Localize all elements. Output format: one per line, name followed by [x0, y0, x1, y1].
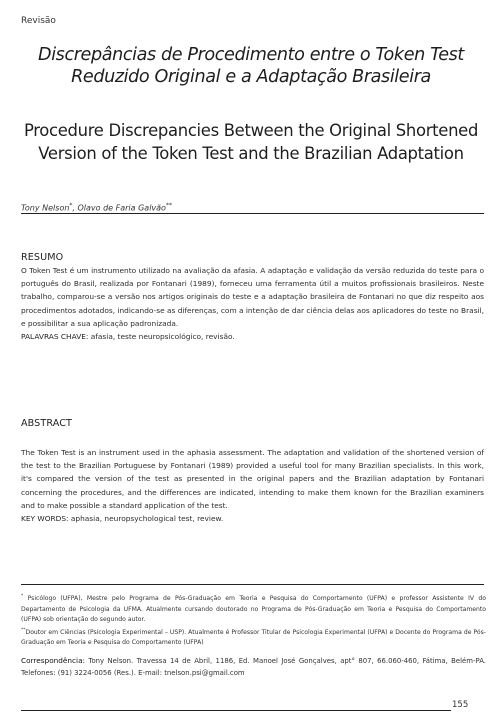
- author-2: , Olavo de Faria Galvão: [72, 203, 166, 213]
- key-words: [21, 512, 484, 525]
- footnote-2-text: Doutor em Ciências (Psicologia Experimental – USP). Atualmente é Professor Titular de Psicologia Experimental (UFPA) e Docente do Programa de Pós-Graduação em Teoria e Pesquisa do Comportamento (UFPA): [21, 628, 486, 647]
- resumo-heading: RESUMO: [21, 252, 64, 263]
- footnote-1: [21, 592, 486, 626]
- page-number: 155: [452, 700, 469, 710]
- footnote-divider: [21, 584, 484, 585]
- resumo-paragraph: O Token Test é um instrumento utilizado na avaliação da afasia. A adaptação e validação da versão reduzida do teste para o português do Brasil, realizada por Fontanari (1989), forneceu uma ferramenta útil a muitos profissionais brasileiros. Neste trabalho, comparou-se a versão nos artigos originais do teste e a adaptação brasileira de Fontanari no que diz respeito aos procedimentos adotados, indicando-se as diferenças, com a intenção de dar ciência delas aos aplicadores do teste no Brasil, e possibilitar a sua aplicação padronizada.: [21, 266, 484, 328]
- key-words-text: aphasia, neuropsychological test, review.: [68, 514, 224, 524]
- abstract-body: [21, 446, 484, 525]
- author-1: Tony Nelson: [21, 203, 70, 213]
- palavras-chave-label: PALAVRAS CHAVE:: [21, 332, 89, 342]
- abstract-paragraph: The Token Test is an instrument used in the aphasia assessment. The adaptation and validation of the shortened version of the test to the Brazilian Portuguese by Fontanari (1989) provided a useful tool for many Brazilian specialists. In this work, it's compared the version of the test as presented in the original papers and the Brazilian adaptation by Fontanari concerning the procedures, and the differences are indicated, intending to make them known for the Brazilian examiners and to make possible a standard application of the test.: [21, 448, 484, 510]
- author-2-mark: **: [165, 202, 172, 209]
- footnote-1-text: Psicólogo (UFPA), Mestre pelo Programa de Pós-Graduação em Teoria e Pesquisa do Comportamento (UFPA) e professor Assistente IV do Departamento de Psicologia da UFMA. Atualmente cursando doutorado no Programa de Pós-Graduação em Teoria e Pesquisa do Comportamento (UFPA) sob orientação do segundo autor.: [21, 595, 486, 624]
- resumo-body: [21, 264, 484, 343]
- footnotes: [21, 592, 486, 649]
- correspondence-label: Correspondência:: [21, 656, 85, 665]
- title-portuguese: [20, 44, 482, 88]
- page-bottom-rule: [21, 710, 451, 711]
- key-words-label: KEY WORDS:: [21, 514, 69, 524]
- footnote-2-mark: **: [21, 627, 26, 633]
- abstract-heading: ABSTRACT: [21, 418, 72, 429]
- correspondence: [21, 655, 486, 679]
- title-english-line-2: Version of the Token Test and the Brazilian Adaptation: [38, 144, 464, 163]
- correspondence-text: Tony Nelson. Travessa 14 de Abril, 1186, Ed. Manoel José Gonçalves, apt° 807, 66.060-460, Fátima, Belém-PA. Telefones: (91) 3224-0056 (Res.). E-mail: tnelson.psi@gmail.com: [21, 657, 486, 677]
- title-english-line-1: Procedure Discrepancies Between the Original Shortened: [23, 121, 479, 140]
- palavras-chave: [21, 330, 484, 343]
- title-portuguese-line-1: Discrepâncias de Procedimento entre o Token Test: [38, 45, 464, 65]
- palavras-chave-text: afasia, teste neuropsicológico, revisão.: [88, 332, 235, 342]
- author-line: [21, 202, 172, 213]
- footnote-2: [21, 626, 486, 649]
- section-label: Revisão: [21, 16, 56, 26]
- author-1-mark: *: [69, 202, 73, 209]
- author-divider: [21, 213, 484, 214]
- title-english: [18, 119, 484, 165]
- title-portuguese-line-2: Reduzido Original e a Adaptação Brasileira: [71, 67, 431, 87]
- footnote-1-mark: *: [21, 594, 24, 599]
